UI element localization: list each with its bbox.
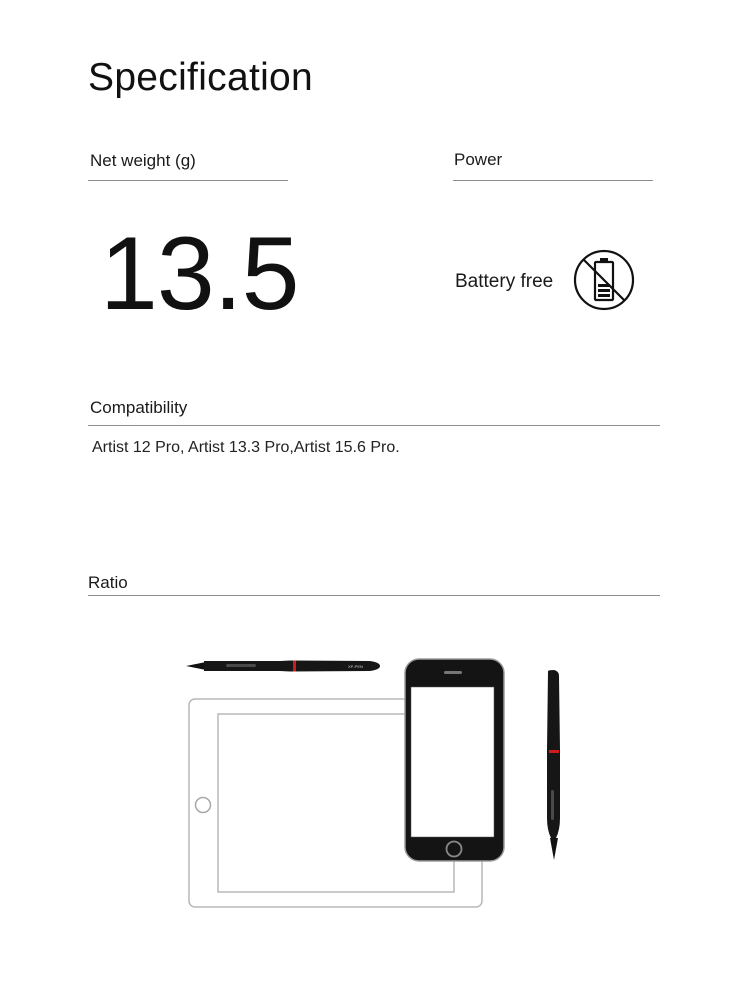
compatibility-value: Artist 12 Pro, Artist 13.3 Pro,Artist 15.6 Pro.: [92, 439, 400, 456]
net-weight-label: Net weight (g): [90, 151, 196, 170]
net-weight-divider: [88, 180, 288, 181]
power-divider: [453, 180, 653, 181]
smartphone: [405, 659, 504, 861]
pen-horizontal: [186, 661, 380, 672]
net-weight-value: 13.5: [100, 216, 299, 332]
page-title: Specification: [88, 56, 314, 99]
compatibility-divider: [88, 425, 660, 426]
no-battery-icon: [572, 248, 636, 312]
ratio-label: Ratio: [88, 573, 128, 592]
power-label: Power: [454, 150, 503, 169]
power-value: Battery free: [455, 271, 554, 292]
ratio-divider: [88, 595, 660, 596]
pen-vertical: [547, 670, 560, 860]
compatibility-label: Compatibility: [90, 398, 188, 417]
ratio-illustration: [180, 650, 580, 920]
pen-brand-text: XP-PEN: [348, 663, 363, 669]
